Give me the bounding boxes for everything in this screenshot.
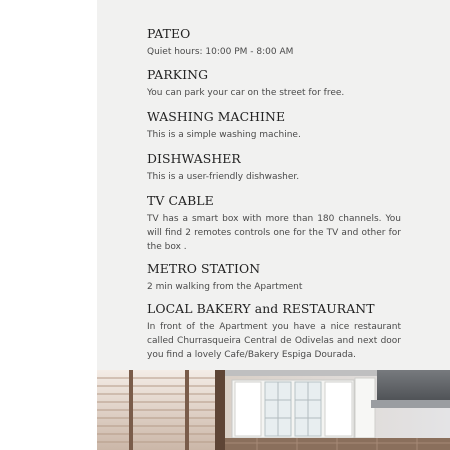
- section-title: TV CABLE: [147, 193, 214, 208]
- section-metro-station: [147, 261, 401, 294]
- section-title: LOCAL BAKERY and RESTAURANT: [147, 301, 375, 316]
- section-title: WASHING MACHINE: [147, 109, 286, 124]
- section-text: In front of the Apartment you have a nice restaurant called Churrasqueira Central de Odivelas and next door you find a lovely Cafe/Bakery Espiga Dourada.: [147, 322, 401, 360]
- section-dishwasher: [147, 151, 401, 184]
- kitchen-photo: [97, 370, 450, 450]
- section-title: PATEO: [147, 26, 191, 41]
- section-title: PARKING: [147, 67, 209, 82]
- section-text: This is a user-friendly dishwasher.: [147, 172, 300, 182]
- section-text: Quiet hours: 10:00 PM - 8:00 AM: [147, 47, 294, 57]
- section-text: This is a simple washing machine.: [147, 130, 301, 140]
- section-pateo: [147, 26, 401, 59]
- section-title: METRO STATION: [147, 261, 261, 276]
- section-parking: [147, 67, 401, 100]
- section-text: 2 min walking from the Apartment: [147, 282, 303, 292]
- section-text: TV has a smart box with more than 180 channels. You will find 2 remotes controls one for the TV and other for the box .: [147, 214, 401, 252]
- kitchen-photo-image: [97, 370, 450, 450]
- house-info-content: [147, 26, 401, 362]
- section-tv-cable: [147, 193, 401, 254]
- section-local-bakery: [147, 301, 401, 362]
- section-title: DISHWASHER: [147, 151, 241, 166]
- section-text: You can park your car on the street for free.: [147, 88, 345, 98]
- section-washing-machine: [147, 109, 401, 142]
